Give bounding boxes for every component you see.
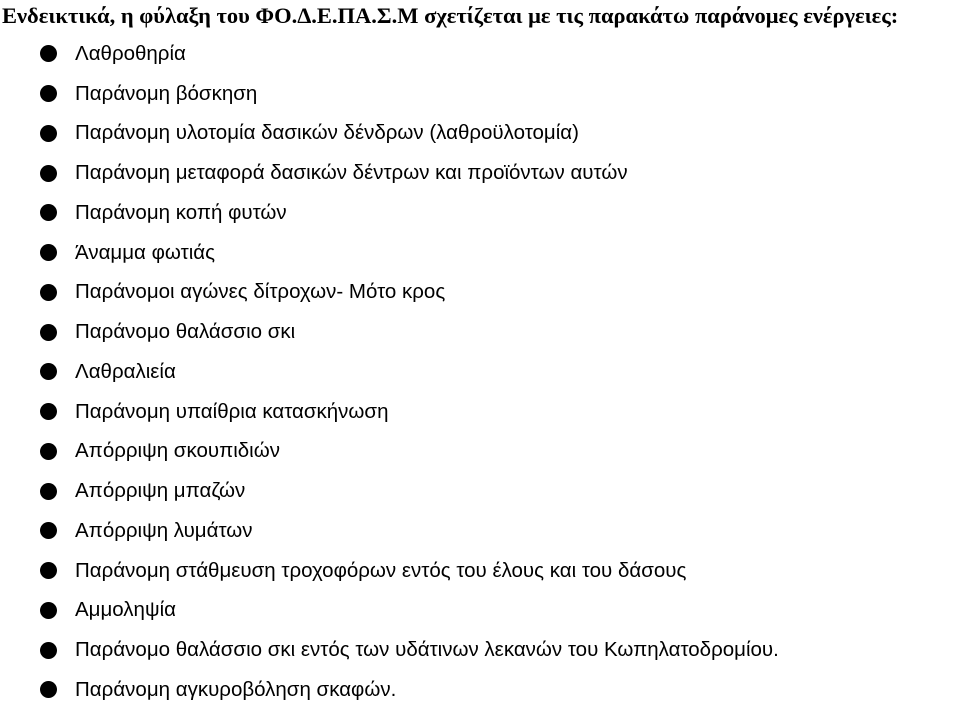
page-heading: Ενδεικτικά, η φύλαξη του ΦΟ.Δ.Ε.ΠΑ.Σ.Μ σχετίζεται με τις παρακάτω παράνομες ενέργειες: — [2, 3, 899, 28]
bullet-icon — [40, 642, 57, 659]
bullet-icon — [40, 85, 57, 102]
list-item-text: Λαθραλιεία — [75, 359, 176, 383]
bullet-icon — [40, 165, 57, 182]
bullet-icon — [40, 522, 57, 539]
bullet-icon — [40, 562, 57, 579]
list-item-text: Παράνομη υλοτομία δασικών δένδρων (λαθροϋλοτομία) — [75, 121, 579, 145]
list-item-text: Παράνομοι αγώνες δίτροχων- Μότο κρος — [75, 280, 446, 304]
list-item-text: Παράνομη κοπή φυτών — [75, 200, 287, 224]
bullet-icon — [40, 324, 57, 341]
bullet-icon — [40, 483, 57, 500]
bullet-icon — [40, 284, 57, 301]
list-item-text: Απόρριψη σκουπιδιών — [75, 439, 280, 463]
list-item-text: Παράνομη βόσκηση — [75, 81, 258, 105]
bullet-icon — [40, 403, 57, 420]
bullet-icon — [40, 681, 57, 698]
list-item-text: Παράνομη στάθμευση τροχοφόρων εντός του έλους και του δάσους — [75, 558, 687, 582]
list-item-text: Αμμοληψία — [75, 598, 176, 622]
list-item-text: Παράνομο θαλάσσιο σκι — [75, 320, 296, 344]
bullet-icon — [40, 125, 57, 142]
list-item-text: Λαθροθηρία — [75, 41, 186, 65]
bullet-icon — [40, 602, 57, 619]
list-item-text: Παράνομη αγκυροβόληση σκαφών. — [75, 677, 397, 701]
list-item-text: Παράνομο θαλάσσιο σκι εντός των υδάτινων λεκανών του Κωπηλατοδρομίου. — [75, 638, 779, 662]
list-item-text: Παράνομη μεταφορά δασικών δέντρων και προϊόντων αυτών — [75, 161, 628, 185]
bullet-icon — [40, 363, 57, 380]
list-item-text: Άναμμα φωτιάς — [75, 240, 215, 264]
bullet-icon — [40, 45, 57, 62]
bullet-icon — [40, 244, 57, 261]
list-item-text: Παράνομη υπαίθρια κατασκήνωση — [75, 399, 389, 423]
list-item-text: Απόρριψη μπαζών — [75, 479, 246, 503]
list-item-text: Απόρριψη λυμάτων — [75, 518, 253, 542]
bullet-icon — [40, 204, 57, 221]
bullet-icon — [40, 443, 57, 460]
